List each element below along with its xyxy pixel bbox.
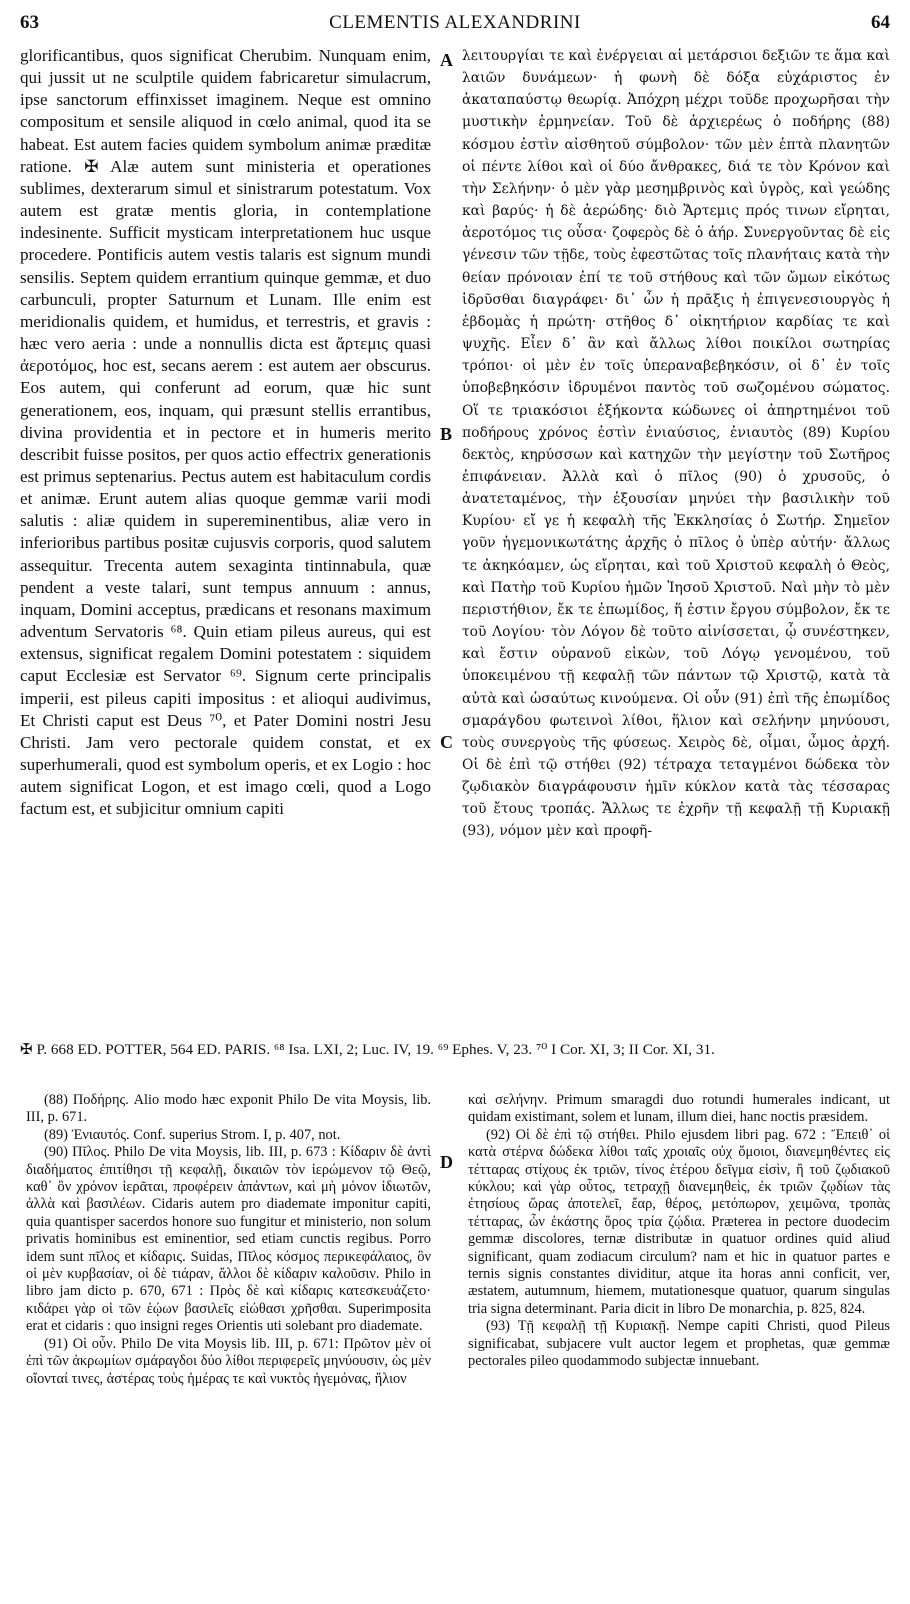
- note-91-continued: καὶ σελήνην. Primum smaragdi duo rotundi humerales indicant, ut quidam existimant, solem et lunam, illum diei, hanc noctis præsidem.: [468, 1092, 890, 1126]
- greek-column: [462, 45, 890, 843]
- notes-left-column: [26, 1092, 431, 1388]
- margin-letter-c: C: [440, 732, 453, 752]
- note-90: (90) Πῖλος. Philo De vita Moysis, lib. III, p. 673 : Κίδαριν δὲ ἀντὶ διαδήματος ἐπιτίθησι τῇ κεφαλῇ, δικαιῶν τὸν ἱερώμενον τῷ Θεῷ, καθ᾿ ὃν χρόνον ἱερᾶται, προφέρειν ἁπάντων, καὶ μὴ μόνον ἰδιωτῶν, ἀλλὰ καὶ βασιλέων. Cidaris autem pro diademate imponitur capiti, quia quantisper sacerdos honore suo fungitur et ministerio, non solum privatis hominibus est eminentior, sed etiam cunctis regibus. Porro idem sunt πῖλος et κίδαρις. Suidas, Πῖλος κόσμος περικεφάλαιος, ὃν οἱ μὲν κυρβασίαν, οἱ δὲ τιάραν, ἄλλοι δὲ κίδαριν καλοῦσιν. Philo in libro jam dicto p. 670, 671 : Πρὸς δὲ καὶ κίδαρις κατεσκευάζετο· κιδάρει γὰρ οἱ τῶν ἑῴων βασιλεῖς εἰώθασι χρῆσθαι. Superimposita erat et cidaris : quo insigni reges Orientis uti solebant pro diademate.: [26, 1144, 431, 1335]
- margin-letter-d: D: [440, 1152, 453, 1172]
- latin-paragraph: glorificantibus, quos significat Cherubim. Nunquam enim, qui jussit ut ne sculptile quidem fabricaretur simulacrum, ipse sanctorum effinxisset imaginem. Neque est omnino compositum et sensile aliquod in cœlo animal, quod ita se habeat. Est autem facies quidem symbolum animæ præditæ ratione. ✠ Alæ autem sunt ministeria et operationes sublimes, dexterarum simul et sinistrarum potestatum. Vox autem est gratæ mentis gloria, in contemplatione indesinente. Sufficit mysticam interpretationem huc usque procedere. Pontificis autem vestis talaris est signum mundi sensilis. Septem quidem errantium quinque gemmæ, et duo carbunculi, propter Saturnum et Lunam. Ille enim est meridionalis quidem, et humidus, et terrestris, et gravis : hæc vero aeria : unde a nonnullis dicta est ἄρτεμις quasi ἀεροτόμος, hoc est, secans aerem : est autem aer obscurus. Eos autem, qui conferunt ad eorum, quæ hic sunt generationem, eos, inquam, qui præsunt stellis errantibus, divina providentia et in pectore et in humeris merito describit fuisse positos, per quos actio effectrix generationis est primus septenarius. Pectus autem est habitaculum cordis et animæ. Erunt autem alias quoque gemmæ varii modi salutis : aliæ quidem in supereminentibus, aliæ vero in inferioribus partibus positæ cujusvis corporis, quod salutem assequitur. Trecenta autem sexaginta tintinnabula, quæ pendent a veste talari, sunt tempus annuum : annus, inquam, Domini acceptus, prædicans et resonans maximum adventum Servatoris ⁶⁸. Quin etiam pileus aureus, qui est extensus, significat regalem Domini potestatem : siquidem caput Ecclesiæ est Servator ⁶⁹. Signum certe principalis imperii, est pileus capiti impositus : et alioqui audivimus, Et Christi caput est Deus ⁷⁰, et Pater Domini nostri Jesu Christi. Jam vero pectorale quidem constat, et ex superhumerali, quod est symbolum operis, et ex Logio : hoc autem significat Logon, et est imago cœli, quod a Logo factum est, et subjicitur omnium capiti: [20, 46, 431, 819]
- note-91: (91) Οἱ οὖν. Philo De vita Moysis lib. III, p. 671: Πρῶτον μὲν οἱ ἐπὶ τῶν ἀκρωμίων σμάραγδοι δύο λίθοι περιφερεῖς μηνύουσιν, ὡς μὲν οἴονταί τινες, ἀστέρας τοὺς ἡμέρας τε καὶ νυκτὸς ἡγεμόνας, ἥλιον: [26, 1335, 431, 1387]
- running-title: CLEMENTIS ALEXANDRINI: [329, 12, 581, 33]
- left-page-number: 63: [20, 12, 39, 33]
- margin-letter-a: A: [440, 50, 453, 70]
- greek-paragraph: λειτουργίαι τε καὶ ἐνέργειαι αἱ μετάρσιοι δεξιῶν τε ἅμα καὶ λαιῶν δυνάμεων· ἡ φωνὴ δὲ δόξα εὐχάριστος ἐν ἀκαταπαύστῳ θεωρίᾳ. Ἀπόχρη μέχρι τοῦδε προχωρῆσαι τὴν μυστικὴν ἑρμηνείαν. Τοῦ δὲ ἀρχιερέως ὁ ποδήρης (88) κόσμου ἐστὶν αἰσθητοῦ σύμβολον· τῶν μὲν ἑπτὰ πλανητῶν οἱ πέντε λίθοι καὶ οἱ δύο ἄνθρακες, διά τε τὸν Κρόνον καὶ τὴν Σελήνην· ὁ μὲν γὰρ μεσημβρινὸς καὶ ὑγρὸς, καὶ γεώδης καὶ βαρύς· ἡ δὲ ἀερώδης· διὸ Ἄρτεμις πρός τινων εἴρηται, ἀεροτόμος τις οὖσα· ζοφερὸς δὲ ὁ ἀήρ. Συνεργοῦντας δὲ εἰς γένεσιν τῶν τῇδε, τοὺς ἐφεστῶτας τοῖς πλανήταις κατὰ τὴν θείαν πρόνοιαν ἐπί τε τοῦ στήθους καὶ τῶν ὤμων εἰκότως ἱδρῦσθαι διαγράφει· δι᾿ ὧν ἡ πρᾶξις ἡ ἐπιγενεσιουργὸς ἡ ἑβδομὰς ἡ πρώτη· στῆθος δ᾿ οἰκητήριον καρδίας τε καὶ ψυχῆς. Εἶεν δ᾿ ἂν καὶ ἄλλως λίθοι ποικίλοι σωτηρίας τρόποι· οἱ μὲν ἐν τοῖς ὑπεραναβεβηκόσιν, οἱ δ᾿ ἐν τοῖς ὑποβεβηκόσιν ἱδρυμένοι παντὸς τοῦ σωζομένου σώματος. Οἵ τε τριακόσιοι ἑξήκοντα κώδωνες οἱ ἀπηρτημένοι τοῦ ποδήρους χρόνος ἐστὶν ἐνιαύσιος, ἐνιαυτὸς (89) Κυρίου δεκτὸς, κηρύσσων καὶ κατηχῶν τὴν μεγίστην τοῦ Σωτῆρος ἐπιφάνειαν. Ἀλλὰ καὶ ὁ πῖλος (90) ὁ χρυσοῦς, ὁ ἀνατεταμένος, τὴν ἐξουσίαν μηνύει τὴν βασιλικὴν τοῦ Κυρίου· εἴ γε ἡ κεφαλὴ τῆς Ἐκκλησίας ὁ Σωτήρ. Σημεῖον γοῦν ἡγεμονικωτάτης ἀρχῆς ὁ πῖλος ὁ ὑπὲρ αὐτήν· ἄλλως τε ἀκηκόαμεν, ὡς εἴρηται, καὶ τοῦ Χριστοῦ κεφαλὴ ὁ Θεὸς, καὶ Πατὴρ τοῦ Κυρίου ἡμῶν Ἰησοῦ Χριστοῦ. Ναὶ μὴν τὸ μὲν περιστήθιον, ἔκ τε ἐπωμίδος, ἥ ἐστιν ἔργου σύμβολον, ἔκ τε τοῦ Λογίου· τὸν Λόγον δὲ τοῦτο αἰνίσσεται, ᾧ συνέστηκεν, καὶ ἔστιν οὐρανοῦ εἰκὼν, τοῦ Λόγῳ γενομένου, τοῦ ὑποκειμένου τῇ κεφαλῇ τῶν πάντων τῷ Χριστῷ, κατὰ τὰ αὐτὰ καὶ ὡσαύτως κινούμενα. Οἱ οὖν (91) ἐπὶ τῆς ἐπωμίδος σμαράγδου φωτεινοὶ λίθοι, ἥλιον καὶ σελήνην μηνύουσι, τοὺς συνεργοὺς τῆς φύσεως. Χειρὸς δὲ, οἶμαι, ὦμος ἀρχή. Οἱ δὲ ἐπὶ τῷ στήθει (92) τέτραχα τεταγμένοι δώδεκα τὸν ζῳδιακὸν διαγράφουσιν ἡμῖν κύκλον κατὰ τὰς τέσσαρας τοῦ ἔτους τροπάς. Ἄλλως τε ἐχρῆν τῇ κεφαλῇ τῇ Κυριακῇ (93), νόμον μὲν καὶ προφῆ-: [462, 48, 890, 840]
- note-89: (89) Ἐνιαυτός. Conf. superius Strom. I, p. 407, not.: [44, 1126, 341, 1143]
- note-88: (88) Ποδήρης. Alio modo hæc exponit Philo De vita Moysis, lib. III, p. 671.: [26, 1092, 431, 1126]
- latin-column: [20, 45, 431, 820]
- right-page-number: 64: [871, 12, 890, 33]
- margin-letter-b: B: [440, 424, 453, 444]
- reference-line: ✠ P. 668 ED. POTTER, 564 ED. PARIS. ⁶⁸ Isa. LXI, 2; Luc. IV, 19. ⁶⁹ Ephes. V, 23. ⁷⁰ I Cor. XI, 3; II Cor. XI, 31.: [20, 1041, 715, 1058]
- scripture-references: [20, 1040, 890, 1060]
- note-92: (92) Οἱ δὲ ἐπὶ τῷ στήθει. Philo ejusdem libri pag. 672 : Ἔπειθ᾿ οἱ κατὰ στέρνα δώδεκα λίθοι ταῖς χροιαῖς οὐχ ὅμοιοι, διανεμηθέντες εἰς τέτταρας στίχους ἐκ τριῶν, τίνος ἑτέρου δεῖγμα εἰσὶν, ἢ τοῦ ζῳδιακοῦ κύκλου; καὶ γὰρ οὗτος, τετραχῇ διανεμηθεὶς, ἐκ τριῶν ζῳδίων τὰς ἐτησίους ὥρας ἀποτελεῖ, ἔαρ, θέρος, μετόπωρον, χειμῶνα, τροπὰς τέτταρας, ὧν ἑκάστης ὅρος τρία ζῴδια. Præterea in pectore duodecim gemmæ discolores, ternæ distributæ in quatuor ordines quid aliud significant, quam zodiacum circulum? nam et hic in quatuor partes e ternis signis constantes dividitur, atque ita horas anni conficit, ver, æstatem, autumnum, hiemem, mutationesque quatuor, quarum singulas tria signa determinant. Paria dicit in libro De monarchia, p. 825, 824.: [468, 1126, 890, 1317]
- notes-right-column: [468, 1092, 890, 1371]
- note-93: (93) Τῇ κεφαλῇ τῇ Κυριακῇ. Nempe capiti Christi, quod Pileus significabat, subjacere vult auctor legem et prophetas, quæ gemmæ pectorales pileo quodammodo subjectæ innuebant.: [468, 1318, 890, 1370]
- page-header: [20, 12, 890, 42]
